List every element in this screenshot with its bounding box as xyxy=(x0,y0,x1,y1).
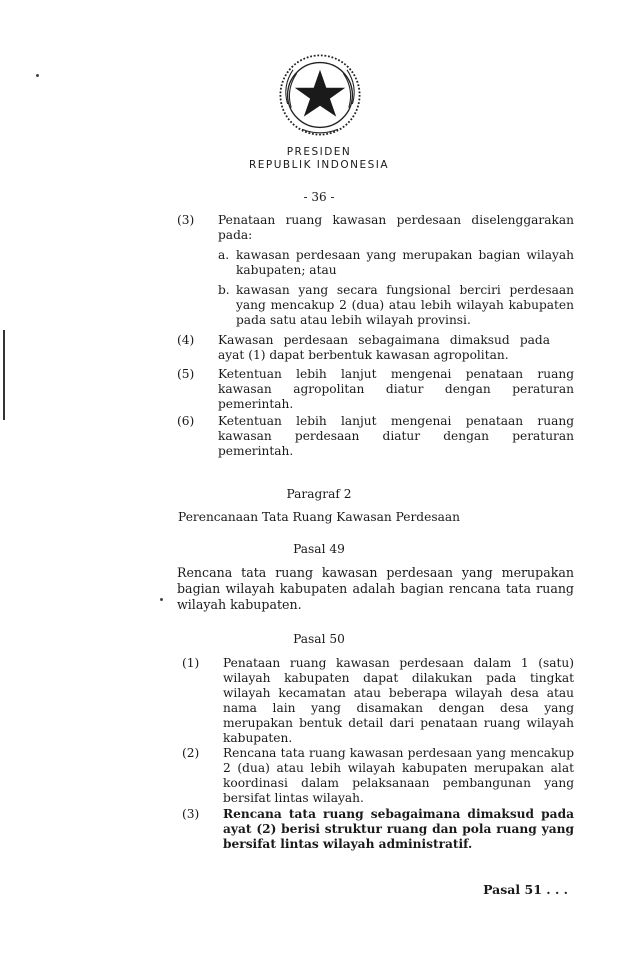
scan-speck xyxy=(160,598,163,601)
item-number: (5) xyxy=(177,367,195,381)
header-title-republik: REPUBLIK INDONESIA xyxy=(248,159,390,171)
item-number: (6) xyxy=(177,414,195,428)
item-text: Rencana tata ruang kawasan perdesaan yang mencakup 2 (dua) atau lebih wilayah kabupaten merupakan alat koordinasi dalam pelaksanaan pembangunan yang bersifat lintas wilayah. xyxy=(223,746,574,805)
scan-speck xyxy=(36,74,39,77)
subitem-text: kawasan yang secara fungsional berciri perdesaan yang mencakup 2 (dua) atau lebih wilayah kabupaten pada satu atau lebih wilayah provinsi. xyxy=(236,283,574,327)
paragraf-label: Paragraf 2 xyxy=(286,487,352,501)
subitem-label: b. xyxy=(218,283,230,297)
item-text: Penataan ruang kawasan perdesaan diselenggarakan pada: xyxy=(218,213,574,242)
pasal-49-heading: Pasal 49 xyxy=(293,542,345,556)
item-text: Ketentuan lebih lanjut mengenai penataan ruang kawasan perdesaan diatur dengan peraturan pemerintah. xyxy=(218,414,574,458)
pasal-49-text: Rencana tata ruang kawasan perdesaan yang merupakan bagian wilayah kabupaten adalah bagian rencana tata ruang wilayah kabupaten. xyxy=(177,565,574,612)
item-number: (3) xyxy=(177,213,195,227)
subitem-label: a. xyxy=(218,248,230,262)
next-page-indicator: Pasal 51 . . . xyxy=(483,882,568,897)
subitem-text: kawasan perdesaan yang merupakan bagian wilayah kabupaten; atau xyxy=(236,248,574,277)
header-title-presiden: PRESIDEN xyxy=(286,146,352,158)
page-number: - 36 - xyxy=(303,190,335,204)
paragraf-title: Perencanaan Tata Ruang Kawasan Perdesaan xyxy=(178,510,460,524)
item-number: (1) xyxy=(182,656,200,670)
item-number: (3) xyxy=(182,807,200,821)
item-text: Penataan ruang kawasan perdesaan dalam 1 (satu) wilayah kabupaten dapat dilakukan pada tingkat wilayah kecamatan atau beberapa wilayah desa atau nama lain yang disamakan dengan desa yang merupakan bentuk detail dari penataan ruang wilayah kabupaten. xyxy=(223,656,574,745)
binding-mark xyxy=(3,330,5,420)
item-number: (4) xyxy=(177,333,195,347)
garuda-star-emblem-icon xyxy=(275,50,365,140)
pasal-50-heading: Pasal 50 xyxy=(293,632,345,646)
item-number: (2) xyxy=(182,746,200,760)
item-text: Rencana tata ruang sebagaimana dimaksud pada ayat (2) berisi struktur ruang dan pola ruang yang bersifat lintas wilayah administratif. xyxy=(223,807,574,851)
item-text: Ketentuan lebih lanjut mengenai penataan ruang kawasan agropolitan diatur dengan peraturan pemerintah. xyxy=(218,367,574,411)
item-text: Kawasan perdesaan sebagaimana dimaksud pada ayat (1) dapat berbentuk kawasan agropolitan. xyxy=(218,333,550,362)
